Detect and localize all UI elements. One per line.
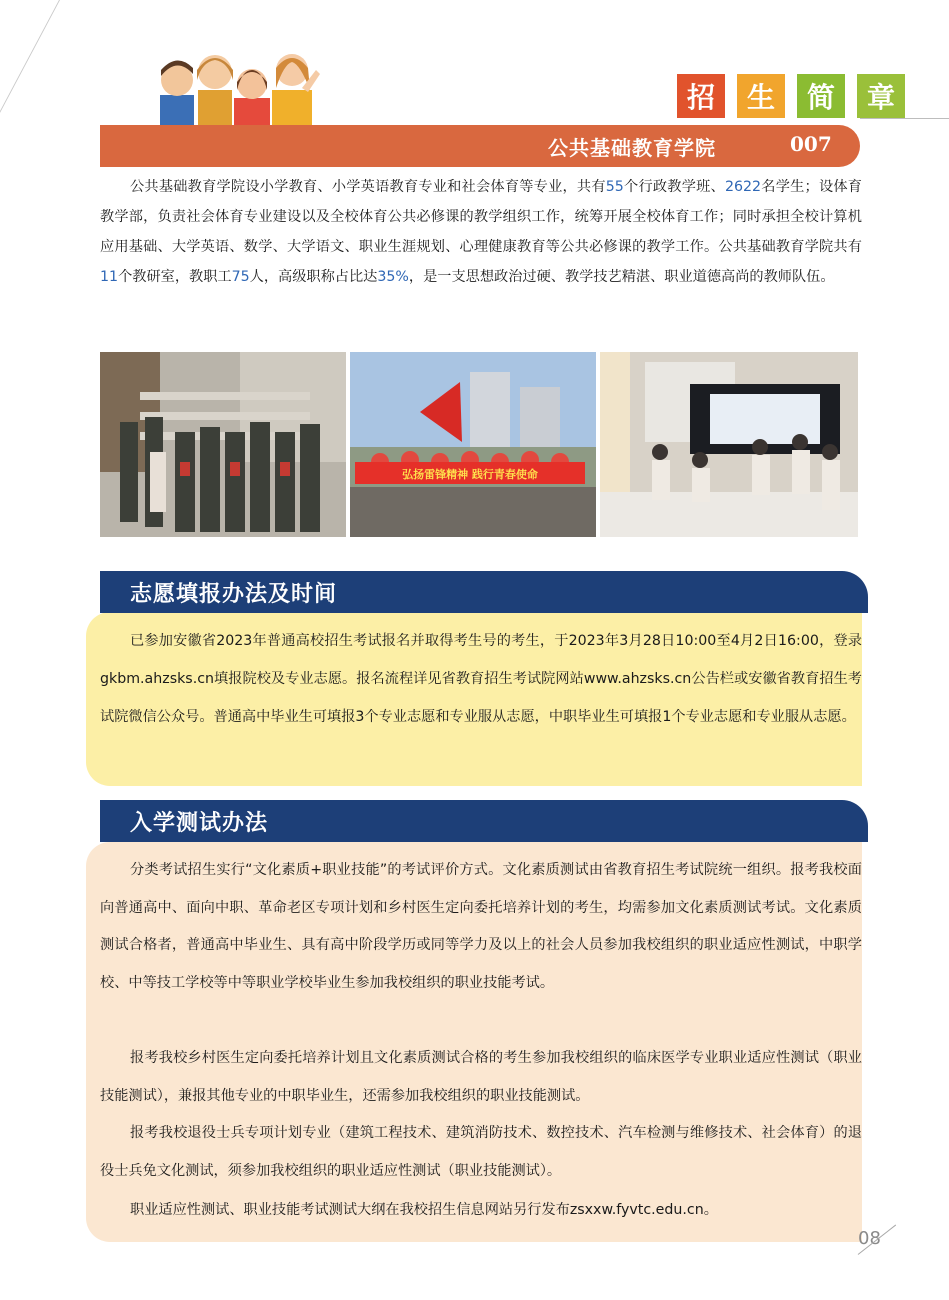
college-banner bbox=[100, 125, 860, 167]
student-count: 2622 bbox=[724, 179, 762, 195]
college-title: 公共基础教育学院 bbox=[548, 136, 716, 160]
test-paragraph-3: 报考我校退役士兵专项计划专业（建筑工程技术、建筑消防技术、数控技术、汽车检测与维修技术、社会体育）的退役士兵免文化测试，须参加我校组织的职业适应性测试（职业技能测试）。 bbox=[100, 1125, 862, 1179]
page-number: 08 bbox=[858, 1228, 881, 1249]
senior-title-ratio: 35% bbox=[377, 269, 409, 285]
photo-group-staff bbox=[100, 352, 346, 537]
title-char-2: 生 bbox=[737, 74, 785, 118]
college-text-5: 人，高级职称占比达 bbox=[249, 269, 378, 285]
test-section-title: 入学测试办法 bbox=[130, 810, 269, 836]
header-rule bbox=[860, 118, 949, 119]
title-char-4: 章 bbox=[857, 74, 905, 118]
college-text-6: ，是一支思想政治过硬、教学技艺精湛、职业道德高尚的教师队伍。 bbox=[408, 269, 835, 285]
college-description bbox=[100, 172, 862, 292]
photo-banner-text: 弘扬雷锋精神 践行青春使命 bbox=[402, 468, 538, 481]
college-text-3: 名学生；设体育教学部，负责社会体育专业建设以及全校体育公共必修课的教学组织工作，统筹开展全校体育工作；同时承担全校计算机应用基础、大学英语、数学、大学语文、职业生涯规划、心理健康教育等公共必修课的教学工作。公共基础教育学院共有 bbox=[100, 179, 862, 255]
college-text-1: 公共基础教育学院设小学教育、小学英语教育专业和社会体育等专业，共有 bbox=[130, 179, 606, 195]
title-char-3: 简 bbox=[797, 74, 845, 118]
test-paragraph-1: 分类考试招生实行“文化素质+职业技能”的考试评价方式。文化素质测试由省教育招生考试院统一组织。报考我校面向普通高中、面向中职、革命老区专项计划和乡村医生定向委托培养计划的考生，均需参加文化素质测试考试。文化素质测试合格者，普通高中毕业生、具有高中阶段学历或同等学力及以上的社会人员参加我校组织的职业适应性测试，中职学校、中等技工学校等中等职业学校毕业生参加我校组织的职业技能考试。 bbox=[100, 862, 862, 991]
test-paragraph-2: 报考我校乡村医生定向委托培养计划且文化素质测试合格的考生参加我校组织的临床医学专业职业适应性测试（职业技能测试），兼报其他专业的中职毕业生，还需参加我校组织的职业技能测试。 bbox=[100, 1050, 862, 1104]
application-text: 已参加安徽省2023年普通高校招生考试报名并取得考生号的考生，于2023年3月28日10:00至4月2日16:00，登录gkbm.ahzsks.cn填报院校及专业志愿。报名流程详见省教育招生考试院网站www.ahzsks.cn公告栏或安徽省教育招生考试院微信公众号。普通高中毕业生可填报3个专业志愿和专业服从志愿，中职毕业生可填报1个专业志愿和专业服从志愿。 bbox=[100, 633, 862, 725]
test-paragraph-4: 职业适应性测试、职业技能考试测试大纲在我校招生信息网站另行发布zsxxw.fyvtc.edu.cn。 bbox=[130, 1202, 718, 1218]
test-section-banner bbox=[100, 800, 868, 842]
students-cartoon-illustration bbox=[150, 40, 320, 130]
photo-classroom bbox=[600, 352, 858, 537]
college-text-2: 个行政教学班、 bbox=[623, 179, 725, 195]
staff-count: 75 bbox=[231, 269, 250, 285]
title-char-1: 招 bbox=[677, 74, 725, 118]
office-count: 11 bbox=[100, 269, 119, 285]
brochure-title-tiles bbox=[677, 74, 905, 118]
college-number: 007 bbox=[790, 132, 832, 156]
photo-volunteer-group bbox=[350, 352, 596, 537]
application-section-banner bbox=[100, 571, 868, 613]
college-text-4: 个教研室，教职工 bbox=[118, 269, 232, 285]
corner-decoration bbox=[0, 0, 60, 120]
class-count: 55 bbox=[605, 179, 624, 195]
application-section-title: 志愿填报办法及时间 bbox=[130, 581, 338, 607]
